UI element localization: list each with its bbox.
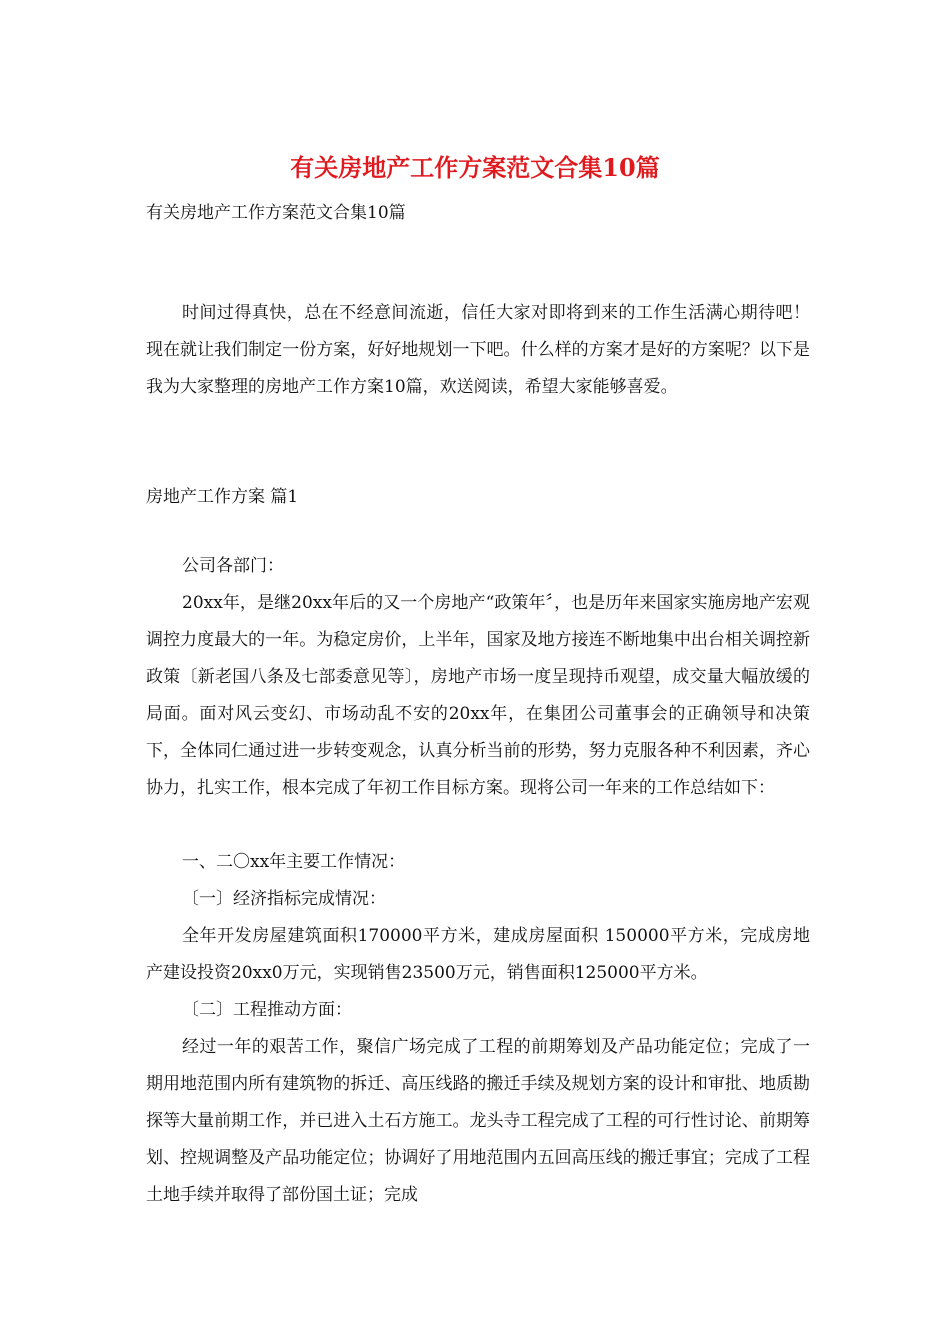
body-heading-project-progress: 〔二〕工程推动方面： — [182, 1000, 352, 1020]
body-heading-main-work: 一、二〇xx年主要工作情况： — [182, 852, 406, 872]
salutation-paragraph: 公司各部门： — [182, 556, 284, 576]
body-paragraph-overview: 20xx年，是继20xx年后的又一个房地产“政策年〞，也是历年来国家实施房地产宏观调控力度最大的一年。为稳定房价，上半年，国家及地方接连不断地集中出台相关调控新政策〔新老国八条及七部委意见等〕，房地产市场一度呈现持币观望，成交量大幅放缓的局面。面对风云变幻、市场动乱不安的20xx年，在集团公司董事会的正确领导和决策下，全体同仁通过进一步转变观念，认真分析当前的形势，努力克服各种不利因素，齐心协力，扎实工作，根本完成了年初工作目标方案。现将公司一年来的工作总结如下： — [146, 593, 810, 798]
body-paragraph-project-progress: 经过一年的艰苦工作，聚信广场完成了工程的前期筹划及产品功能定位；完成了一期用地范围内所有建筑物的拆迁、高压线路的搬迁手续及规划方案的设计和审批、地质勘探等大量前期工作，并已进入土石方施工。龙头寺工程完成了工程的可行性讨论、前期筹划、控规调整及产品功能定位；协调好了用地范围内五回高压线的搬迁事宜；完成了工程土地手续并取得了部份国土证；完成 — [146, 1037, 810, 1205]
body-paragraph-economic-indicators: 全年开发房屋建筑面积170000平方米，建成房屋面积 150000平方米，完成房地产建设投资20xx0万元，实现销售23500万元，销售面积125000平方米。 — [146, 926, 810, 983]
document-title: 有关房地产工作方案范文合集10篇 — [290, 153, 660, 182]
body-heading-economic-indicators: 〔一〕经济指标完成情况： — [182, 889, 386, 909]
intro-paragraph: 时间过得真快，总在不经意间流逝，信任大家对即将到来的工作生活满心期待吧！现在就让我们制定一份方案，好好地规划一下吧。什么样的方案才是好的方案呢？以下是我为大家整理的房地产工作方案10篇，欢送阅读，希望大家能够喜爱。 — [146, 303, 810, 397]
section-heading: 房地产工作方案 篇1 — [146, 487, 299, 507]
document-subtitle: 有关房地产工作方案范文合集10篇 — [146, 203, 406, 223]
